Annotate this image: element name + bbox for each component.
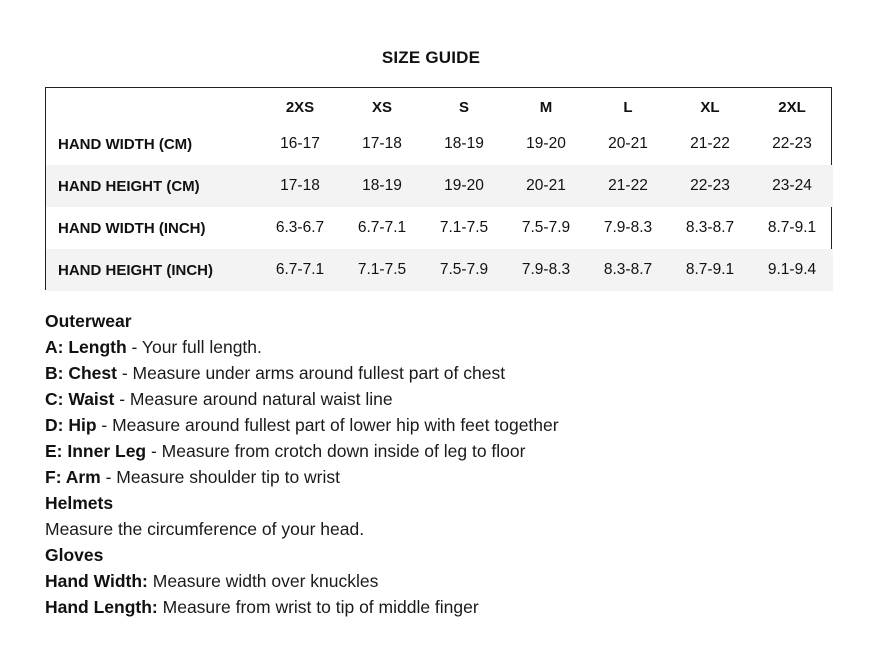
row-label: HAND HEIGHT (CM) <box>46 165 259 207</box>
size-header: S <box>458 98 469 116</box>
corner-cell <box>46 88 259 123</box>
outerwear-item-waist: C: Waist - Measure around natural waist line <box>45 389 393 409</box>
gloves-item-hand-length: Hand Length: Measure from wrist to tip of middle finger <box>45 597 479 617</box>
size-header: 2XL <box>778 98 806 116</box>
table-cell: 18-19 <box>341 165 423 207</box>
table-cell: 16-17 <box>280 135 320 152</box>
table-cell: 8.3-8.7 <box>587 249 669 291</box>
size-table-frame <box>45 87 832 290</box>
table-cell: 7.5-7.9 <box>423 249 505 291</box>
table-cell: 19-20 <box>423 165 505 207</box>
table-cell: 21-22 <box>690 135 730 152</box>
table-cell: 9.1-9.4 <box>751 249 833 291</box>
gloves-item-hand-width: Hand Width: Measure width over knuckles <box>45 571 379 591</box>
table-cell: 7.5-7.9 <box>521 219 571 236</box>
table-cell: 22-23 <box>772 135 812 152</box>
row-label: HAND HEIGHT (INCH) <box>46 249 259 291</box>
table-cell: 8.3-8.7 <box>685 219 735 236</box>
measurement-notes <box>45 308 845 620</box>
table-row <box>46 165 833 207</box>
outerwear-item-length: A: Length - Your full length. <box>45 337 262 357</box>
table-row <box>46 207 833 249</box>
table-cell: 7.9-8.3 <box>505 249 587 291</box>
row-label: HAND WIDTH (INCH) <box>58 219 206 237</box>
size-header: XS <box>371 98 392 116</box>
outerwear-item-chest: B: Chest - Measure under arms around fullest part of chest <box>45 363 506 383</box>
table-cell: 17-18 <box>362 135 402 152</box>
table-row <box>46 249 833 291</box>
gloves-heading: Gloves <box>45 545 104 565</box>
table-cell: 7.1-7.5 <box>439 219 489 236</box>
size-header: L <box>623 98 633 116</box>
outerwear-item-hip: D: Hip - Measure around fullest part of lower hip with feet together <box>45 415 559 435</box>
table-cell: 7.9-8.3 <box>603 219 653 236</box>
table-cell: 17-18 <box>259 165 341 207</box>
table-cell: 22-23 <box>669 165 751 207</box>
row-label: HAND WIDTH (CM) <box>58 135 193 153</box>
size-header: 2XS <box>285 98 315 116</box>
page-title: SIZE GUIDE <box>381 48 481 67</box>
table-cell: 8.7-9.1 <box>669 249 751 291</box>
size-table <box>46 88 833 291</box>
table-cell: 23-24 <box>751 165 833 207</box>
outerwear-item-arm: F: Arm - Measure shoulder tip to wrist <box>45 467 341 487</box>
table-cell: 7.1-7.5 <box>341 249 423 291</box>
table-cell: 6.3-6.7 <box>275 219 325 236</box>
table-row <box>46 123 833 165</box>
table-cell: 6.7-7.1 <box>357 219 407 236</box>
size-header: XL <box>700 98 720 116</box>
helmets-heading: Helmets <box>45 493 114 513</box>
table-cell: 19-20 <box>526 135 566 152</box>
size-header: M <box>539 98 553 116</box>
helmets-text: Measure the circumference of your head. <box>45 519 365 539</box>
table-cell: 21-22 <box>587 165 669 207</box>
table-cell: 20-21 <box>505 165 587 207</box>
table-cell: 6.7-7.1 <box>259 249 341 291</box>
outerwear-heading: Outerwear <box>45 311 132 331</box>
table-cell: 8.7-9.1 <box>767 219 817 236</box>
table-cell: 20-21 <box>608 135 648 152</box>
table-cell: 18-19 <box>444 135 484 152</box>
size-header-row <box>46 88 833 123</box>
outerwear-item-inner-leg: E: Inner Leg - Measure from crotch down inside of leg to floor <box>45 441 526 461</box>
